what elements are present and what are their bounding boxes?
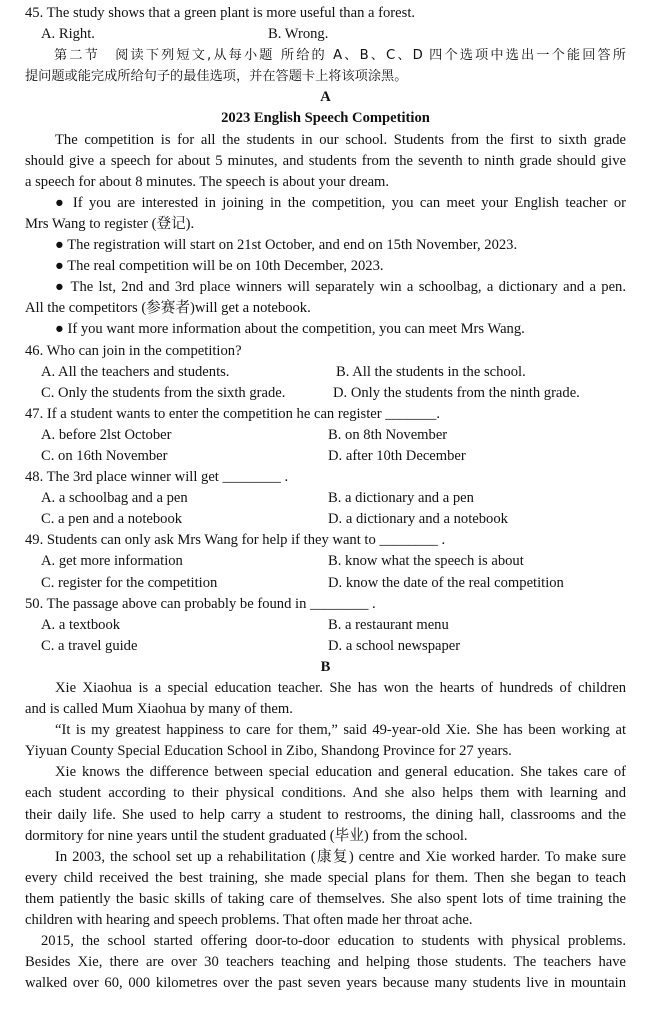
option-c: C. register for the competition	[41, 574, 218, 591]
passage-a-line: a speech for about 8 minutes. The speech is about your dream.	[25, 173, 390, 190]
option-b: B. know what the speech is about	[328, 553, 524, 570]
option-c: C. on 16th November	[41, 447, 168, 464]
passage-b-line: 2015, the school started offering door-to-door education to students with physical problems.	[41, 933, 626, 950]
question-48-options-row-1	[25, 488, 626, 509]
option-d: D. a dictionary and a notebook	[328, 511, 508, 528]
option-d: D. Only the students from the ninth grade.	[333, 384, 580, 401]
option-d: D. know the date of the real competition	[328, 574, 564, 591]
passage-b-line: every child received the best training, she made special plans for them. Then she began to teach	[25, 869, 626, 886]
question-47-options-row-2	[25, 446, 626, 467]
option-b: B. a dictionary and a pen	[328, 490, 474, 507]
passage-a-line: All the competitors (参赛者)will get a notebook.	[25, 300, 311, 317]
passage-a-line: The competition is for all the students in our school. Students from the first to sixth grade	[55, 131, 626, 148]
question-49-options-row-1	[25, 551, 626, 572]
question-45-stem: 45. The study shows that a green plant is more useful than a forest.	[25, 5, 416, 21]
question-45-options	[25, 24, 626, 45]
passage-b-line: walked over 60, 000 kilometres over the past seven years because many students live in mountain	[25, 975, 626, 992]
passage-b-line: each student according to their physical conditions. And she also helps them with learning and	[25, 785, 626, 802]
option-a: A. a schoolbag and a pen	[41, 490, 188, 507]
section-instructions-line-2: 提问题或能完成所给句子的最佳选项，并在答题卡上将该项涂黑。	[25, 69, 408, 85]
passage-b-line: Xie Xiaohua is a special education teacher. She has won the hearts of hundreds of children	[55, 680, 626, 696]
option-a: A. Right.	[41, 26, 95, 43]
passage-a-bullet-line: ● The real competition will be on 10th December, 2023.	[55, 258, 384, 275]
passage-b-line: Xie knows the difference between special education and general education. She takes care of	[55, 764, 626, 781]
option-a: A. get more information	[41, 553, 183, 570]
passage-b-line: In 2003, the school set up a rehabilitation (康复) centre and Xie worked harder. To make sure	[55, 848, 626, 865]
question-47-options-row-1	[25, 425, 626, 446]
option-d: D. after 10th December	[328, 447, 466, 464]
option-d: D. a school newspaper	[328, 637, 461, 654]
passage-b-line: Besides Xie, there are over 30 teachers teaching and helping those students. The teachers have	[25, 954, 626, 971]
option-c: C. a pen and a notebook	[41, 511, 183, 528]
passage-b-line: their daily life. She used to help carry a student to restrooms, the dining hall, classrooms and the	[25, 806, 626, 823]
passage-b-line: “It is my greatest happiness to care for them,” said 49-year-old Xie. She has been working at	[55, 722, 626, 739]
passage-a-label: A	[320, 89, 331, 106]
question-48-options-row-2	[25, 509, 626, 530]
passage-a-bullet-line: ● If you want more information about the competition, you can meet Mrs Wang.	[55, 321, 525, 338]
passage-a-bullet-line: ● The lst, 2nd and 3rd place winners will separately win a schoolbag, a dictionary and a pen.	[55, 279, 626, 296]
question-49-options-row-2	[25, 573, 626, 594]
question-50-options-row-2	[25, 636, 626, 657]
option-b: B. All the students in the school.	[336, 363, 526, 380]
passage-b-line: children with hearing and speech problems. That often made her throat ache.	[25, 912, 473, 929]
question-50-options-row-1	[25, 615, 626, 636]
option-b: B. Wrong.	[268, 26, 329, 43]
passage-a-bullet-line: ● If you are interested in joining in the competition, you can meet your English teacher or	[55, 194, 626, 211]
passage-b-label: B	[320, 658, 331, 675]
passage-a-bullet-line: ● The registration will start on 21st October, and end on 15th November, 2023.	[55, 237, 518, 254]
option-a: A. All the teachers and students.	[41, 363, 230, 380]
question-46-stem: 46. Who can join in the competition?	[25, 342, 242, 359]
passage-a-line: should give a speech for about 5 minutes, and students from the seventh to ninth grade should give	[25, 152, 626, 169]
question-48-stem: 48. The 3rd place winner will get ________ .	[25, 469, 289, 486]
passage-b-line: dormitory for nine years until the student graduated (毕业) from the school.	[25, 827, 468, 844]
option-a: A. a textbook	[41, 616, 121, 633]
question-49-stem: 49. Students can only ask Mrs Wang for help if they want to ________ .	[25, 532, 446, 549]
option-c: C. a travel guide	[41, 637, 138, 654]
passage-a-line: Mrs Wang to register (登记).	[25, 215, 195, 232]
option-c: C. Only the students from the sixth grade.	[41, 384, 286, 401]
question-50-stem: 50. The passage above can probably be found in ________ .	[25, 595, 376, 612]
question-46-options-row-2	[25, 383, 626, 404]
passage-b-line: and is called Mum Xiaohua by many of them.	[25, 701, 293, 718]
question-46-options-row-1	[25, 362, 626, 383]
passage-b-line: Yiyuan County Special Education School in Zibo, Shandong Province for 27 years.	[25, 743, 512, 760]
option-a: A. before 2lst October	[41, 426, 172, 443]
passage-b-line: them patiently the basic skills of taking care of themselves. She also spent lots of time training the	[25, 890, 626, 907]
option-b: B. a restaurant menu	[328, 616, 449, 633]
option-b: B. on 8th November	[328, 426, 448, 443]
section-instructions-line-1: 第二节 阅读下列短文,从每小题 所给的 A、B、C、D 四个选项中选出一个能回答所	[54, 48, 626, 64]
passage-a-title: 2023 English Speech Competition	[221, 110, 430, 127]
question-47-stem: 47. If a student wants to enter the competition he can register _______.	[25, 405, 440, 422]
